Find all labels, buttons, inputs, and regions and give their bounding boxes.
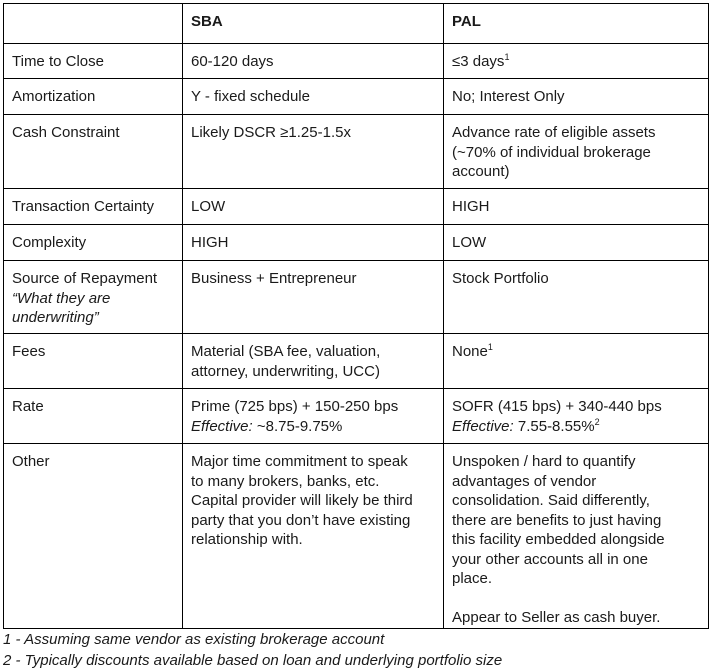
- table-row: [4, 444, 709, 629]
- header-empty: [4, 4, 183, 44]
- effective-value: ~8.75-9.75%: [252, 417, 343, 435]
- pal-effective: [452, 417, 700, 437]
- pal-line: there are benefits to just having: [452, 511, 662, 529]
- table-row: [4, 261, 709, 334]
- pal-line: advantages of vendor: [452, 472, 597, 490]
- sba-cell: HIGH: [183, 225, 444, 261]
- footnote-2: 2 - Typically discounts available based on loan and underlying portfolio size: [3, 652, 503, 669]
- pal-line: this facility embedded alongside: [452, 531, 665, 548]
- label-subtext: underwriting”: [12, 309, 99, 326]
- pal-cell: [444, 444, 709, 629]
- pal-cell: No; Interest Only: [444, 79, 709, 115]
- effective-value: 7.55-8.55%: [513, 417, 595, 435]
- pal-line: account): [452, 163, 510, 180]
- table-row: [4, 79, 709, 115]
- pal-line: (~70% of individual brokerage: [452, 143, 651, 161]
- sba-cell: Business + Entrepreneur: [183, 261, 444, 334]
- pal-cell: LOW: [444, 225, 709, 261]
- table-row: [4, 334, 709, 389]
- sba-cell: Likely DSCR ≥1.25-1.5x: [183, 115, 444, 189]
- sba-line: relationship with.: [191, 531, 303, 548]
- pal-cell: [444, 334, 709, 389]
- label-text: Source of Repayment: [12, 270, 158, 287]
- table-row: [4, 115, 709, 189]
- sba-effective: [191, 417, 435, 437]
- footnote-ref: 1: [504, 52, 510, 62]
- sba-line: Capital provider will likely be third: [191, 492, 413, 509]
- sba-cell: LOW: [183, 189, 444, 225]
- pal-line: Unspoken / hard to quantify: [452, 453, 636, 470]
- row-label: Cash Constraint: [4, 115, 183, 189]
- pal-cell: Stock Portfolio: [444, 261, 709, 334]
- row-label: [4, 261, 183, 334]
- pal-cell: [444, 44, 709, 79]
- sba-line: Major time commitment to speak: [191, 453, 408, 470]
- pal-cell: [444, 389, 709, 444]
- table-row: [4, 189, 709, 225]
- row-label: Time to Close: [4, 44, 183, 79]
- label-subtext: “What they are: [12, 289, 111, 307]
- sba-line: Material (SBA fee, valuation,: [191, 343, 381, 360]
- pal-line: SOFR (415 bps) + 340-440 bps: [452, 398, 662, 415]
- row-label: Amortization: [4, 79, 183, 115]
- sba-cell: [183, 334, 444, 389]
- table-row: [4, 389, 709, 444]
- effective-label: Effective:: [191, 417, 253, 435]
- row-label: Rate: [4, 389, 183, 444]
- sba-cell: Y - fixed schedule: [183, 79, 444, 115]
- pal-text: None: [452, 343, 488, 360]
- header-sba: SBA: [183, 4, 444, 44]
- table-row: [4, 44, 709, 79]
- row-label: Transaction Certainty: [4, 189, 183, 225]
- pal-line: Advance rate of eligible assets: [452, 124, 656, 141]
- footnote-1: 1 - Assuming same vendor as existing brokerage account: [3, 631, 385, 648]
- pal-line: consolidation. Said differently,: [452, 492, 650, 509]
- sba-line: Prime (725 bps) + 150-250 bps: [191, 398, 399, 415]
- sba-line: attorney, underwriting, UCC): [191, 362, 380, 380]
- pal-cell: [444, 115, 709, 189]
- row-label: Complexity: [4, 225, 183, 261]
- sba-cell: 60-120 days: [183, 44, 444, 79]
- pal-text: ≤3 days: [452, 53, 505, 70]
- sba-line: to many brokers, banks, etc.: [191, 472, 380, 490]
- header-row: [4, 4, 709, 44]
- footnote-ref: 1: [487, 342, 493, 352]
- pal-cell: HIGH: [444, 189, 709, 225]
- pal-line: place.: [452, 570, 493, 587]
- sba-cell: [183, 444, 444, 629]
- row-label: Fees: [4, 334, 183, 389]
- pal-line: Appear to Seller as cash buyer.: [452, 608, 661, 626]
- row-label: Other: [4, 444, 183, 629]
- footnote-ref: 2: [594, 416, 600, 427]
- paragraph-gap: [452, 589, 700, 608]
- effective-label: Effective:: [452, 417, 514, 435]
- pal-line: your other accounts all in one: [452, 550, 648, 568]
- table-row: [4, 225, 709, 261]
- comparison-table: [3, 3, 709, 629]
- sba-cell: [183, 389, 444, 444]
- sba-line: party that you don’t have existing: [191, 511, 411, 529]
- header-pal: PAL: [444, 4, 709, 44]
